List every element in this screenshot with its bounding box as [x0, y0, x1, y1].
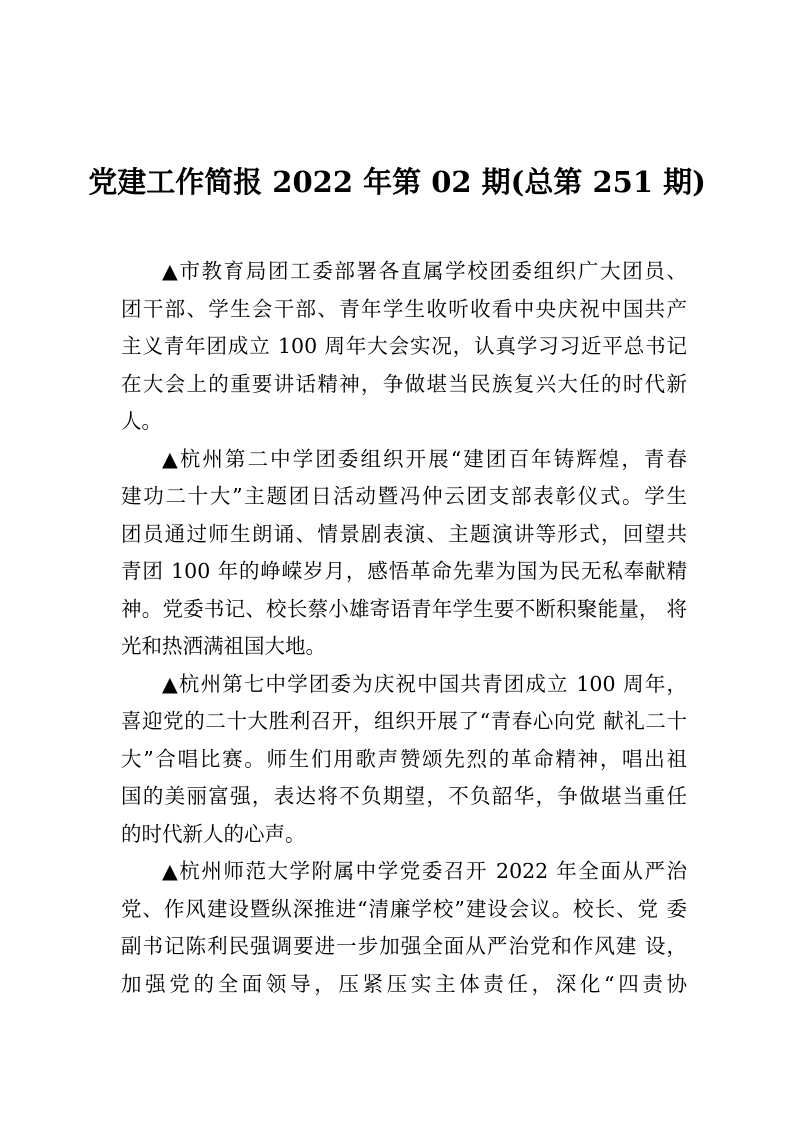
text-line: 神。党委书记、校长蔡小雄寄语青年学生要不断积聚能量， 将: [121, 596, 687, 621]
text-line: 加强党的全面领导，压紧压实主体责任，深化“四责协: [121, 971, 687, 996]
paragraph-3: [121, 666, 687, 854]
paragraph-4: [121, 853, 687, 1003]
text-line: 国的美丽富强，表达将不负期望，不负韶华，争做堪当重任: [121, 784, 687, 808]
text-line: ▲杭州师范大学附属中学党委召开 2022 年全面从严治: [162, 859, 687, 883]
paragraph-1: [121, 253, 687, 441]
text-line: ▲杭州第七中学团委为庆祝中国共青团成立 100 周年，: [162, 671, 687, 696]
text-line: ▲市教育局团工委部署各直属学校团委组织广大团员、: [162, 259, 687, 283]
text-line: 人。: [121, 409, 162, 433]
text-line: 建功二十大”主题团日活动暨冯仲云团支部表彰仪式。学生: [121, 484, 687, 508]
text-line: 主义青年团成立 100 周年大会实况，认真学习习近平总书记: [121, 334, 687, 358]
text-line: 青团 100 年的峥嵘岁月，感悟革命先辈为国为民无私奉献精: [121, 559, 687, 583]
text-line: 党、作风建设暨纵深推进“清廉学校”建设会议。校长、党 委: [121, 896, 687, 921]
page-title: 党建工作简报 2022 年第 02 期(总第 251 期): [88, 165, 706, 199]
text-line: 的时代新人的心声。: [121, 821, 306, 846]
text-line: 喜迎党的二十大胜利召开，组织开展了“青春心向党 献礼二十: [121, 709, 687, 733]
text-line: 光和热洒满祖国大地。: [121, 634, 326, 658]
document-body: [121, 253, 687, 1003]
text-line: 副书记陈利民强调要进一步加强全面从严治党和作风建 设，: [121, 934, 687, 958]
text-line: 大”合唱比赛。师生们用歌声赞颂先烈的革命精神，唱出祖: [121, 746, 687, 771]
text-line: 团员通过师生朗诵、情景剧表演、主题演讲等形式，回望共: [121, 521, 687, 546]
paragraph-2: [121, 441, 687, 666]
text-line: 在大会上的重要讲话精神，争做堪当民族复兴大任的时代新: [121, 371, 687, 396]
text-line: 团干部、学生会干部、青年学生收听收看中央庆祝中国共产: [121, 296, 687, 321]
text-line: ▲杭州第二中学团委组织开展“建团百年铸辉煌，青春: [162, 446, 687, 471]
